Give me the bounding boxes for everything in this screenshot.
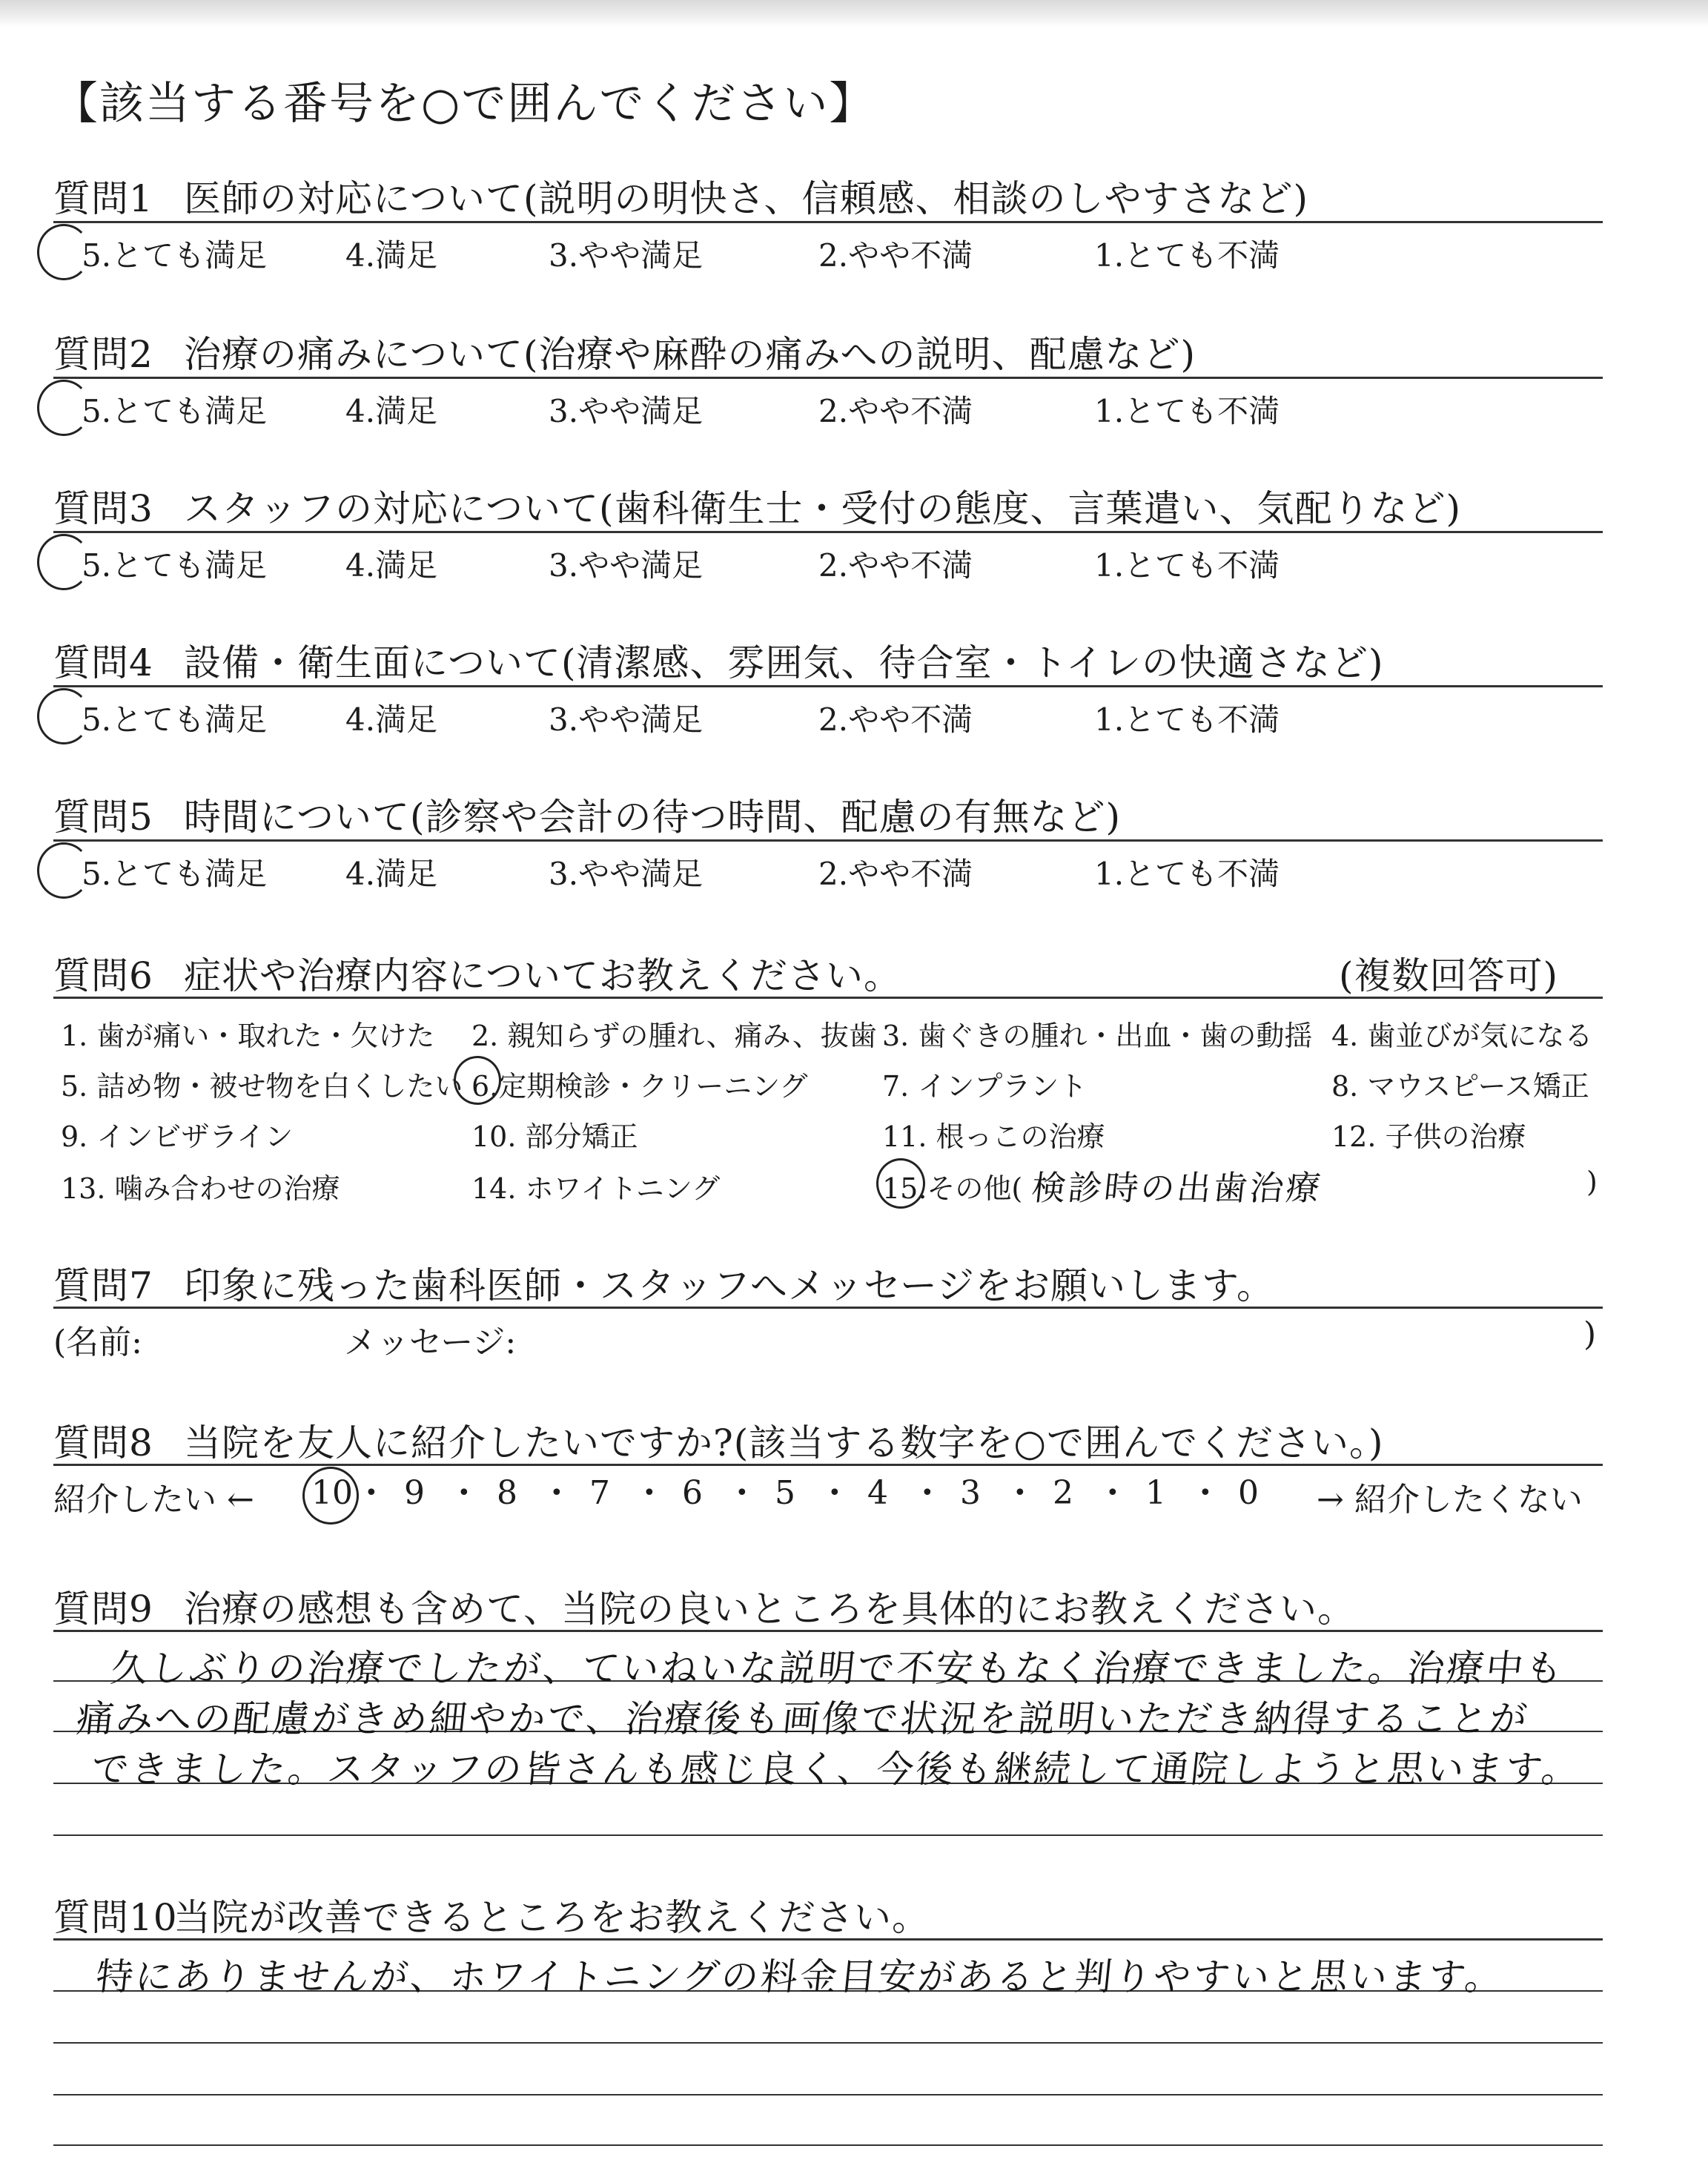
q6-item-3[interactable]: 3. 歯ぐきの腫れ・出血・歯の動揺 (882, 1020, 1313, 1052)
q5-selection-circle (37, 842, 90, 899)
q10-rule (53, 1938, 1603, 1941)
q3-selection-circle (37, 534, 90, 590)
q4-option-2[interactable]: 2.やや不満 (818, 701, 973, 738)
q5-option-1[interactable]: 1.とても不満 (1094, 856, 1280, 892)
q5-option-3[interactable]: 3.やや満足 (549, 856, 704, 892)
q6-item-5[interactable]: 5. 詰め物・被せ物を白くしたい (61, 1070, 463, 1103)
q1-label: 質問1 (53, 177, 153, 220)
q9-label: 質問9 (53, 1588, 153, 1631)
q1-rule (53, 221, 1603, 223)
q7-close-paren: ) (1583, 1315, 1597, 1353)
q4-option-5[interactable]: 5.とても満足 (82, 701, 268, 738)
q2-text: 治療の痛みについて(治療や麻酔の痛みへの説明、配慮など) (184, 333, 1196, 376)
q4-selection-circle (37, 688, 90, 744)
q1-option-1[interactable]: 1.とても不満 (1094, 237, 1280, 274)
q6-note: (複数回答可) (1339, 954, 1559, 997)
q8-scale-dot: • (365, 1480, 378, 1506)
q8-scale-value-10[interactable]: 10 (311, 1474, 353, 1512)
q1-selection-circle (37, 224, 90, 280)
q7-label: 質問7 (53, 1264, 153, 1307)
q2-option-1[interactable]: 1.とても不満 (1094, 393, 1280, 429)
q9-answer-line-1[interactable]: 久しぶりの治療でしたが、ていねいな説明で不安もなく治療できました。治療中も (108, 1647, 1567, 1690)
q2-option-2[interactable]: 2.やや不満 (818, 393, 973, 429)
q10-label: 質問10 (53, 1896, 178, 1939)
q2-option-3[interactable]: 3.やや満足 (549, 393, 704, 429)
q8-scale-value-7[interactable]: 7 (589, 1474, 610, 1512)
q5-option-2[interactable]: 2.やや不満 (818, 856, 973, 892)
q6-item-14[interactable]: 14. ホワイトニング (471, 1172, 721, 1205)
q5-text: 時間について(診察や会計の待つ時間、配慮の有無など) (184, 796, 1122, 839)
q9-text: 治療の感想も含めて、当院の良いところを具体的にお教えください。 (184, 1588, 1355, 1631)
q10-writing-line (53, 2094, 1603, 2095)
q3-option-2[interactable]: 2.やや不満 (818, 547, 973, 584)
q8-scale-value-2[interactable]: 2 (1053, 1474, 1073, 1512)
q8-scale-value-1[interactable]: 1 (1145, 1474, 1166, 1512)
scan-top-edge (0, 0, 1708, 27)
q4-label: 質問4 (53, 641, 153, 684)
q1-option-4[interactable]: 4.満足 (345, 237, 438, 274)
q8-scale-value-4[interactable]: 4 (867, 1474, 888, 1512)
q8-right-label: → 紹介したくない (1317, 1481, 1583, 1519)
q6-item-8[interactable]: 8. マウスピース矯正 (1331, 1070, 1589, 1103)
q3-option-4[interactable]: 4.満足 (345, 547, 438, 584)
q8-selection-circle (302, 1467, 359, 1525)
q8-scale-value-9[interactable]: 9 (404, 1474, 425, 1512)
q10-writing-line (53, 2042, 1603, 2044)
q3-text: スタッフの対応について(歯科衛生士・受付の態度、言葉遣い、気配りなど) (184, 487, 1462, 530)
q6-item-2[interactable]: 2. 親知らずの腫れ、痛み、抜歯 (471, 1020, 877, 1052)
q6-item-11[interactable]: 11. 根っこの治療 (882, 1120, 1105, 1153)
q8-scale-value-6[interactable]: 6 (682, 1474, 703, 1512)
q10-answer-line-1[interactable]: 特にありませんが、ホワイトニングの料金目安があると判りやすいと思います。 (93, 1955, 1507, 1998)
q5-label: 質問5 (53, 796, 153, 839)
q6-text: 症状や治療内容についてお教えください。 (184, 954, 901, 997)
q4-rule (53, 685, 1603, 687)
q8-scale-dot: • (921, 1480, 934, 1506)
q7-name-field[interactable]: (名前: (53, 1324, 142, 1361)
q8-left-label: 紹介したい ← (53, 1481, 254, 1519)
q6-item-13[interactable]: 13. 噛み合わせの治療 (61, 1172, 340, 1205)
q3-option-3[interactable]: 3.やや満足 (549, 547, 704, 584)
instruction-header: 【該当する番号を○で囲んでください】 (53, 78, 875, 130)
q6-rule (53, 997, 1603, 999)
q8-scale-dot: • (643, 1480, 656, 1506)
q6-item-15[interactable]: 15.その他( (882, 1172, 1023, 1205)
q4-option-3[interactable]: 3.やや満足 (549, 701, 704, 738)
q6-label: 質問6 (53, 954, 153, 997)
q5-rule (53, 839, 1603, 842)
q3-rule (53, 531, 1603, 533)
q8-scale-dot: • (1199, 1480, 1212, 1506)
q8-rule (53, 1464, 1603, 1466)
q2-option-4[interactable]: 4.満足 (345, 393, 438, 429)
q8-scale-value-3[interactable]: 3 (960, 1474, 981, 1512)
q1-option-5[interactable]: 5.とても満足 (82, 237, 268, 274)
q6-item-4[interactable]: 4. 歯並びが気になる (1331, 1020, 1593, 1052)
q2-selection-circle (37, 380, 90, 436)
q6-item-1[interactable]: 1. 歯が痛い・取れた・欠けた (61, 1020, 435, 1052)
q9-answer-line-2[interactable]: 痛みへの配慮がきめ細やかで、治療後も画像で状況を説明いただき納得することが (74, 1697, 1532, 1740)
q6-item-6-selection-circle (454, 1056, 501, 1105)
q9-rule (53, 1630, 1603, 1632)
q2-option-5[interactable]: 5.とても満足 (82, 393, 268, 429)
q3-option-1[interactable]: 1.とても不満 (1094, 547, 1280, 584)
q9-writing-line (53, 1834, 1603, 1836)
q5-option-5[interactable]: 5.とても満足 (82, 856, 268, 892)
q8-scale-dot: • (1013, 1480, 1027, 1506)
q6-item-9[interactable]: 9. インビザライン (61, 1120, 294, 1153)
q6-other-handwritten[interactable]: 検診時の出歯治療 (1029, 1168, 1325, 1208)
q3-option-5[interactable]: 5.とても満足 (82, 547, 268, 584)
q8-scale-dot: • (457, 1480, 471, 1506)
q2-label: 質問2 (53, 333, 153, 376)
q8-scale-value-8[interactable]: 8 (497, 1474, 517, 1512)
q1-text: 医師の対応について(説明の明快さ、信頼感、相談のしやすさなど) (184, 177, 1309, 220)
q8-scale-dot: • (735, 1480, 749, 1506)
q8-scale-dot: • (1106, 1480, 1119, 1506)
q7-rule (53, 1307, 1603, 1309)
q9-answer-line-3[interactable]: できました。スタッフの皆さんも感じ良く、今後も継続して通院しようと思います。 (89, 1748, 1583, 1791)
q8-scale-dot: • (828, 1480, 841, 1506)
q6-item-6[interactable]: 6.定期検診・クリーニング (471, 1070, 808, 1103)
q8-scale-value-0[interactable]: 0 (1238, 1474, 1259, 1512)
q8-scale-value-5[interactable]: 5 (775, 1474, 795, 1512)
q10-text: 当院が改善できるところをお教えください。 (173, 1896, 930, 1939)
q3-label: 質問3 (53, 487, 153, 530)
q7-text: 印象に残った歯科医師・スタッフへメッセージをお願いします。 (184, 1264, 1274, 1307)
q4-option-1[interactable]: 1.とても不満 (1094, 701, 1280, 738)
q1-option-3[interactable]: 3.やや満足 (549, 237, 704, 274)
q6-item-15-close-paren: ) (1586, 1166, 1598, 1198)
q7-message-field[interactable]: メッセージ: (344, 1324, 517, 1361)
q6-item-12[interactable]: 12. 子供の治療 (1331, 1120, 1526, 1153)
q1-option-2[interactable]: 2.やや不満 (818, 237, 973, 274)
q8-text: 当院を友人に紹介したいですか?(該当する数字を○で囲んでください。) (184, 1421, 1384, 1464)
q6-item-10[interactable]: 10. 部分矯正 (471, 1120, 638, 1153)
q6-item-15-selection-circle (876, 1158, 925, 1209)
q2-rule (53, 377, 1603, 379)
q10-writing-line (53, 2144, 1603, 2146)
q8-scale-dot: • (550, 1480, 563, 1506)
q4-option-4[interactable]: 4.満足 (345, 701, 438, 738)
q6-item-7[interactable]: 7. インプラント (882, 1070, 1088, 1103)
q8-label: 質問8 (53, 1421, 153, 1464)
q4-text: 設備・衛生面について(清潔感、雰囲気、待合室・トイレの快適さなど) (184, 641, 1384, 684)
q5-option-4[interactable]: 4.満足 (345, 856, 438, 892)
